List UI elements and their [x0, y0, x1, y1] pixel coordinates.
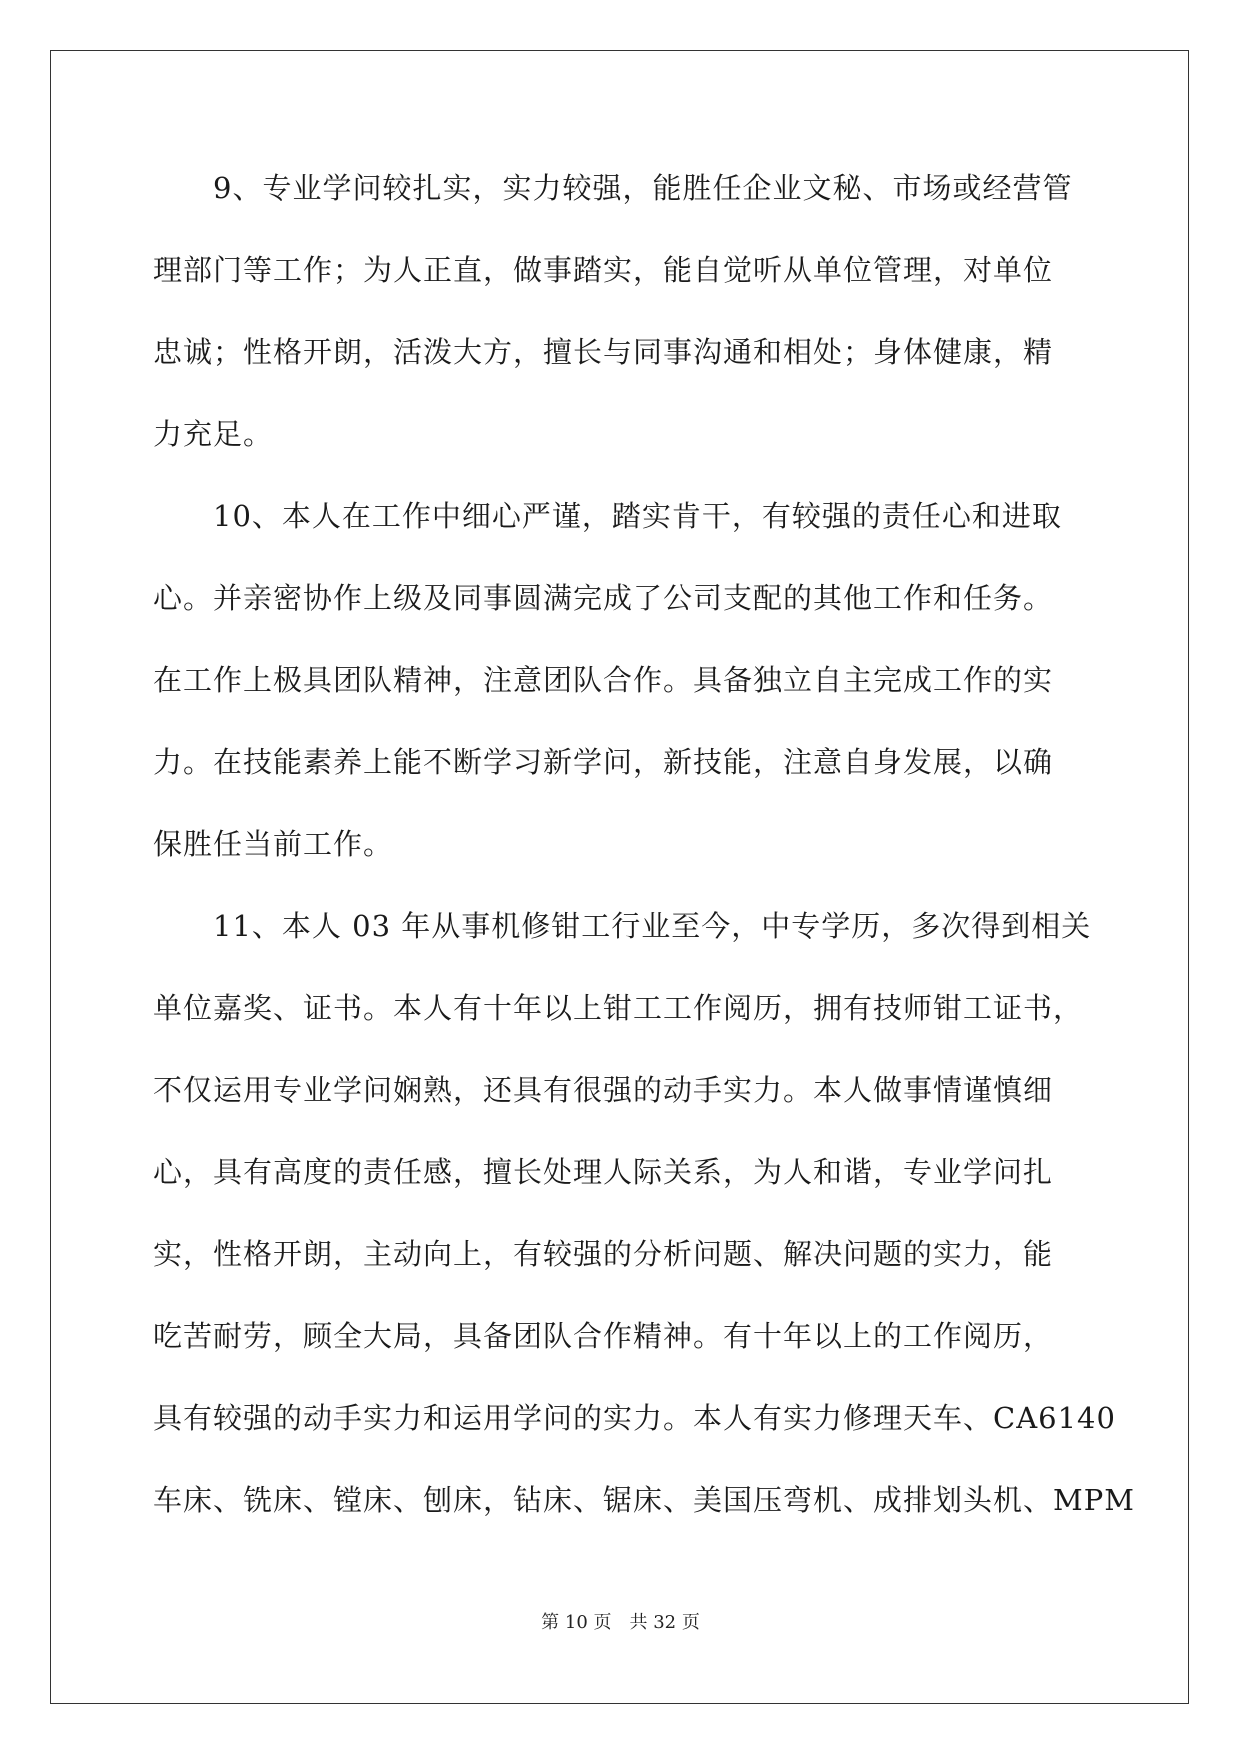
page-number-footer: 第 10 页 共 32 页 [541, 1612, 700, 1633]
paragraph-line: 车床、铣床、镗床、刨床，钻床、锯床、美国压弯机、成排划头机、MPM [153, 1483, 1135, 1517]
page-border [50, 50, 1189, 1704]
paragraph-line: 心，具有高度的责任感，擅长处理人际关系，为人和谐，专业学问扎 [153, 1155, 1054, 1189]
paragraph-line: 具有较强的动手实力和运用学问的实力。本人有实力修理天车、CA6140 [153, 1401, 1116, 1435]
paragraph-line: 吃苦耐劳，顾全大局，具备团队合作精神。有十年以上的工作阅历， [153, 1319, 1054, 1353]
paragraph-line: 保胜任当前工作。 [153, 827, 394, 861]
paragraph-line: 单位嘉奖、证书。本人有十年以上钳工工作阅历，拥有技师钳工证书， [153, 991, 1084, 1025]
paragraph-line: 实，性格开朗，主动向上，有较强的分析问题、解决问题的实力，能 [153, 1237, 1054, 1271]
paragraph-line: 力充足。 [153, 417, 274, 451]
paragraph-line: 在工作上极具团队精神，注意团队合作。具备独立自主完成工作的实 [153, 663, 1054, 697]
paragraph-line: 忠诚；性格开朗，活泼大方，擅长与同事沟通和相处；身体健康，精 [153, 335, 1054, 369]
paragraph-line: 不仅运用专业学问娴熟，还具有很强的动手实力。本人做事情谨慎细 [153, 1073, 1054, 1107]
paragraph-line: 9、专业学问较扎实，实力较强，能胜任企业文秘、市场或经营管 [213, 171, 1073, 205]
paragraph-line: 理部门等工作；为人正直，做事踏实，能自觉听从单位管理，对单位 [153, 253, 1054, 287]
paragraph-line: 力。在技能素养上能不断学习新学问，新技能，注意自身发展，以确 [153, 745, 1054, 779]
paragraph-line: 10、本人在工作中细心严谨，踏实肯干，有较强的责任心和进取 [213, 499, 1062, 533]
paragraph-line: 11、本人 03 年从事机修钳工行业至今，中专学历，多次得到相关 [213, 909, 1092, 943]
paragraph-line: 心。并亲密协作上级及同事圆满完成了公司支配的其他工作和任务。 [153, 581, 1054, 615]
